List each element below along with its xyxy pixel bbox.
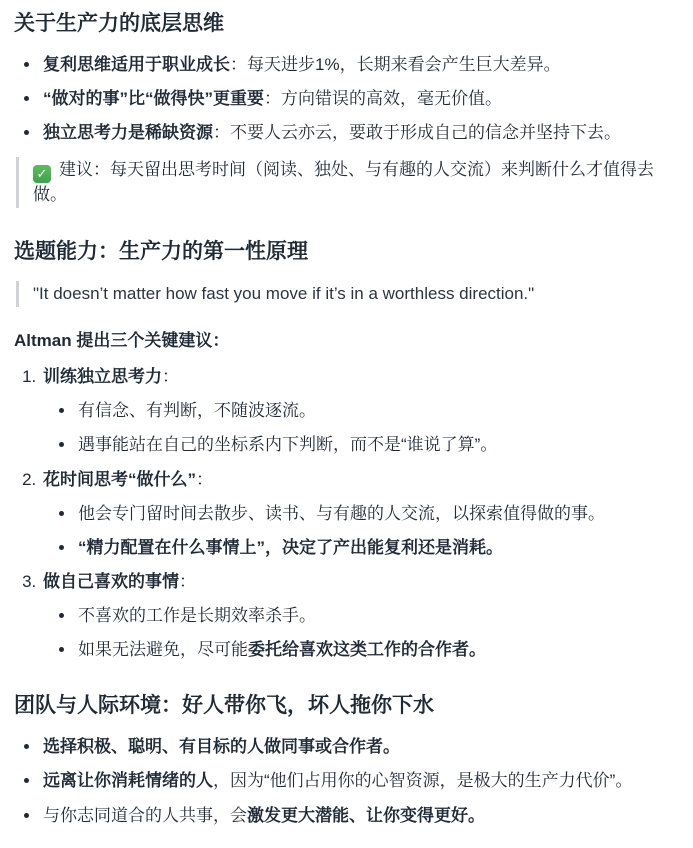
sub-list-item bbox=[76, 604, 681, 628]
list-item-text: 复利思维适用于职业成长：每天进步1%，长期来看会产生巨大差异。 bbox=[43, 54, 561, 74]
english-quote-blockquote bbox=[16, 281, 681, 307]
sub-list-item-text: 遇事能站在自己的坐标系内下判断，而不是“谁说了算”。 bbox=[78, 435, 498, 455]
section-heading-topic-selection: 选题能力：生产力的第一性原理 bbox=[14, 239, 308, 263]
list-item-text: “做对的事”比“做得快”更重要：方向错误的高效，毫无价值。 bbox=[43, 89, 502, 109]
list-item bbox=[41, 53, 681, 77]
altman-advice-intro: Altman 提出三个关键建议： bbox=[14, 331, 230, 351]
list-item bbox=[41, 121, 681, 145]
list-item-text: 与你志同道合的人共事，会激发更大潜能、让你变得更好。 bbox=[43, 805, 485, 825]
sub-list-item-text: 有信念、有判断，不随波逐流。 bbox=[78, 401, 316, 421]
list-item bbox=[41, 769, 681, 793]
sub-list-item bbox=[76, 399, 681, 423]
sub-list-item bbox=[76, 502, 681, 526]
english-quote-text: "It doesn’t matter how fast you move if it’s in a worthless direction." bbox=[33, 283, 535, 303]
sub-list-item-text: 如果无法避免，尽可能委托给喜欢这类工作的合作者。 bbox=[78, 640, 486, 660]
sub-bullet-list bbox=[43, 604, 681, 662]
list-item bbox=[41, 87, 681, 111]
altman-advice-list bbox=[14, 365, 681, 662]
team-bullet-list bbox=[14, 735, 681, 827]
numbered-item-title: 做自己喜欢的事情： bbox=[43, 571, 196, 591]
list-item-text: 独立思考力是稀缺资源：不要人云亦云，要敢于形成自己的信念并坚持下去。 bbox=[43, 123, 621, 143]
sub-list-item bbox=[76, 433, 681, 457]
list-item bbox=[41, 735, 681, 759]
sub-list-item-text: 他会专门留时间去散步、读书、与有趣的人交流，以探索值得做的事。 bbox=[78, 503, 605, 523]
list-item-text: 选择积极、聪明、有目标的人做同事或合作者。 bbox=[43, 737, 400, 757]
markdown-document bbox=[14, 10, 681, 828]
sub-list-item bbox=[76, 638, 681, 662]
list-item-text: 远离让你消耗情绪的人，因为“他们占用你的心智资源，是极大的生产力代价”。 bbox=[43, 771, 633, 791]
mindset-bullet-list bbox=[14, 53, 681, 145]
sub-list-item bbox=[76, 536, 681, 560]
check-mark-icon: ✓ bbox=[33, 165, 51, 183]
advice-blockquote bbox=[16, 157, 681, 208]
numbered-item bbox=[41, 570, 681, 662]
numbered-item-title: 花时间思考“做什么”： bbox=[43, 469, 213, 489]
section-heading-team-environment: 团队与人际环境：好人带你飞，坏人拖你下水 bbox=[14, 694, 434, 718]
numbered-item bbox=[41, 365, 681, 457]
numbered-item bbox=[41, 468, 681, 560]
advice-text: 建议：每天留出思考时间（阅读、独处、与有趣的人交流）来判断什么才值得去做。 bbox=[33, 160, 654, 204]
sub-bullet-list bbox=[43, 399, 681, 457]
sub-list-item-text: 不喜欢的工作是长期效率杀手。 bbox=[78, 606, 316, 626]
list-item bbox=[41, 804, 681, 828]
sub-list-item-text: “精力配置在什么事情上”，决定了产出能复利还是消耗。 bbox=[78, 537, 503, 557]
sub-bullet-list bbox=[43, 502, 681, 560]
section-heading-productivity-mindset: 关于生产力的底层思维 bbox=[14, 12, 224, 35]
numbered-item-title: 训练独立思考力： bbox=[43, 367, 179, 387]
